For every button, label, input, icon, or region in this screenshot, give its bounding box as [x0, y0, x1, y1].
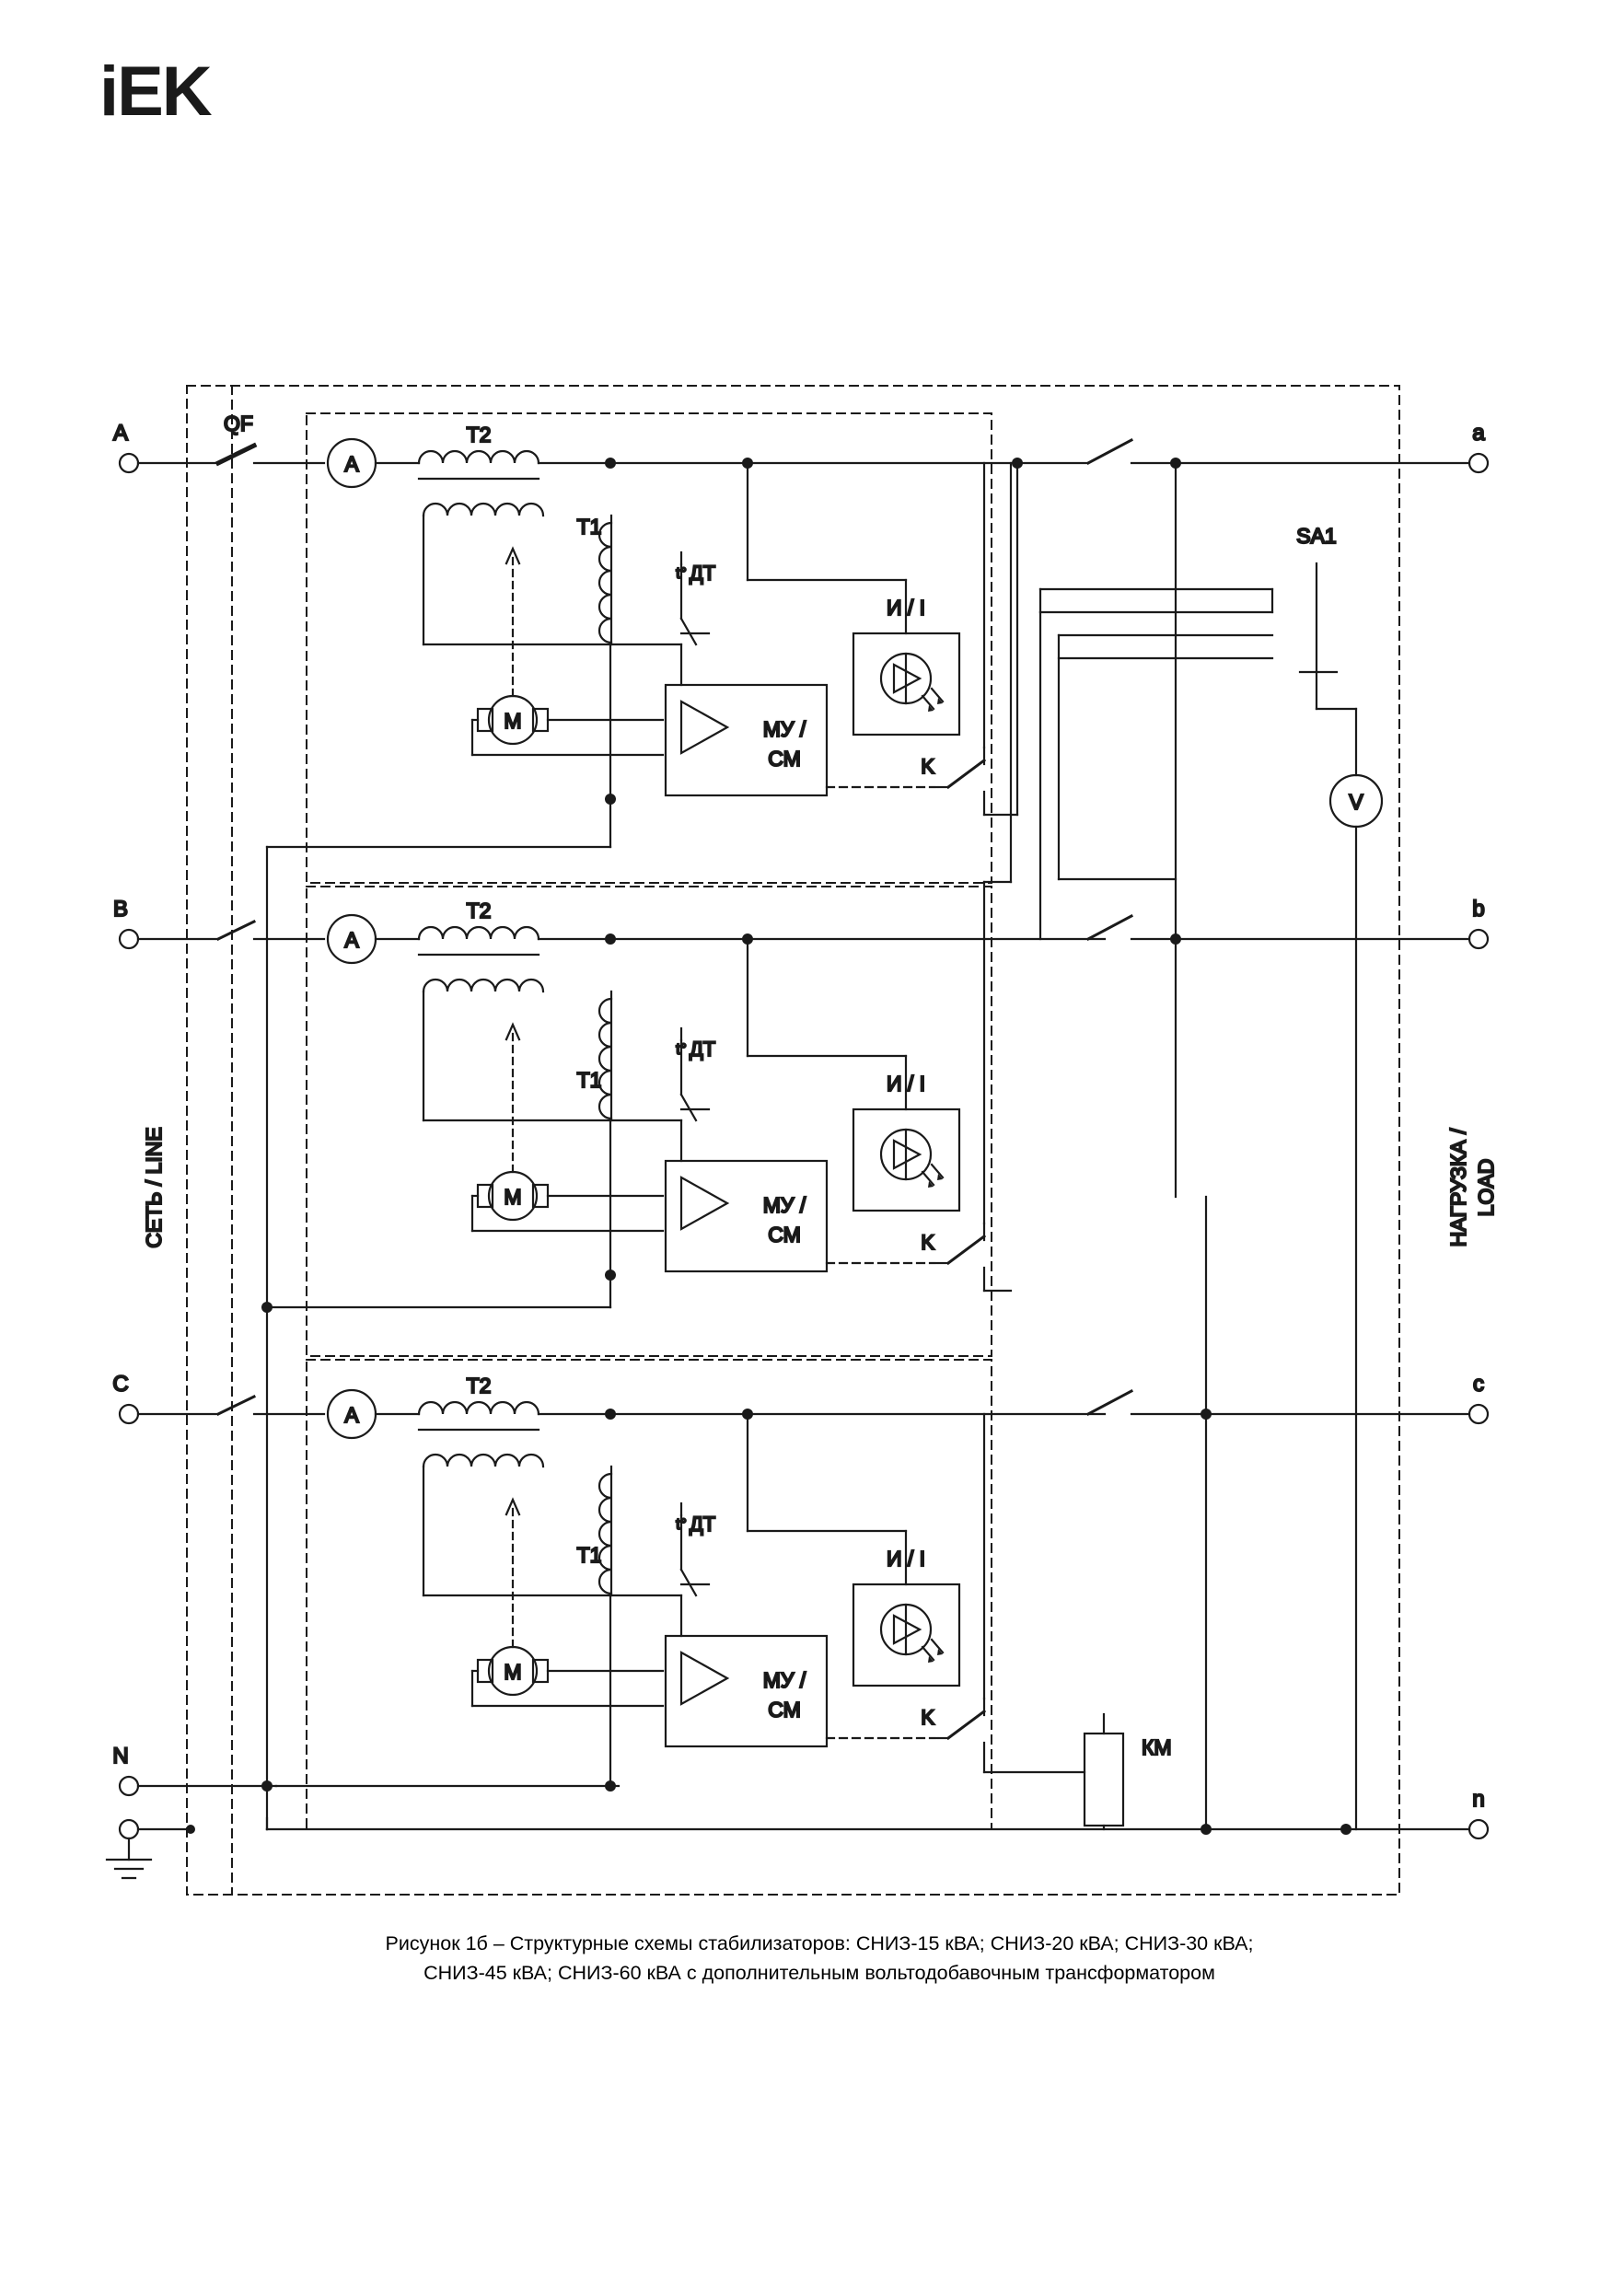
output-switch-a	[1088, 440, 1131, 463]
phase-b-T2-label: T2	[466, 899, 492, 922]
phase-a-amp-triangle	[681, 702, 727, 753]
line-side-label: СЕТЬ / LINE	[142, 1127, 166, 1248]
phase-b-mu-label-1: МУ /	[762, 1193, 806, 1217]
terminal-A	[120, 454, 138, 472]
terminal-c	[1469, 1405, 1488, 1423]
contactor-KM	[1085, 1714, 1172, 1829]
svg-text:M: M	[504, 1660, 522, 1684]
phase-b-relay-K	[921, 1223, 984, 1263]
voltmeter	[1317, 709, 1382, 1829]
contactor-KM-label: КМ	[1142, 1735, 1172, 1759]
phase-c-indicator-label: И / I	[886, 1547, 926, 1571]
svg-text:t°: t°	[676, 564, 687, 582]
load-side-label-1: НАГРУЗКА /	[1446, 1128, 1470, 1247]
phase-a-DT-label: ДТ	[689, 562, 716, 585]
terminal-N-label: N	[112, 1744, 129, 1768]
svg-text:M: M	[504, 709, 522, 733]
phase-c-T2-label: T2	[466, 1374, 492, 1397]
phase-c-motor	[472, 1647, 663, 1706]
output-switch-c	[1088, 1391, 1131, 1414]
terminal-B-label: B	[112, 897, 129, 922]
phase-c-mu-label-1: МУ /	[762, 1668, 806, 1692]
terminal-b-label: b	[1472, 897, 1485, 922]
phase-b-ammeter-label: A	[344, 928, 359, 952]
terminal-n-label: n	[1472, 1787, 1485, 1812]
phase-b-DT-label: ДТ	[689, 1038, 716, 1061]
phase-b-T2-winding	[419, 927, 539, 955]
breaker-QF-pole-c	[218, 1397, 254, 1414]
phase-c-ammeter-label: A	[344, 1403, 359, 1427]
phase-b-relay-K-label: K	[921, 1231, 934, 1254]
svg-text:t°: t°	[676, 1515, 687, 1533]
terminal-n	[1469, 1820, 1488, 1838]
phase-c-amp-triangle	[681, 1652, 727, 1704]
breaker-QF-label: QF	[224, 412, 253, 435]
terminal-C-label: C	[112, 1372, 129, 1397]
phase-b-T1-label: T1	[576, 1068, 602, 1092]
figure-caption	[166, 1929, 1473, 1988]
phase-b-amp-triangle	[681, 1177, 727, 1229]
phase-c-relay-K-label: K	[921, 1706, 934, 1729]
phase-a-mu-label-1: МУ /	[762, 717, 806, 741]
caption-line-1: Рисунок 1б – Структурные схемы стабилизаторов: СНИЗ-15 кВА; СНИЗ-20 кВА; СНИЗ-30 кВА;	[385, 1932, 1254, 1954]
phase-b-group	[261, 463, 1105, 1313]
selector-SA1-label: SA1	[1296, 524, 1337, 548]
phase-b-motor	[472, 1172, 663, 1231]
phase-a-mu-label-2: СМ	[768, 747, 801, 771]
terminal-a-label: a	[1472, 421, 1485, 446]
selector-SA1	[1040, 524, 1337, 939]
phase-a-group	[261, 423, 1023, 1792]
phase-c-T1-label: T1	[576, 1543, 602, 1567]
phase-a-ammeter-label: A	[344, 452, 359, 476]
phase-c-relay-K	[921, 1699, 984, 1738]
phase-a-T2-label: T2	[466, 423, 492, 446]
caption-line-2: СНИЗ-45 кВА; СНИЗ-60 кВА с дополнительным вольтодобавочным трансформатором	[423, 1962, 1215, 1984]
phase-a-relay-K-label: K	[921, 755, 934, 778]
terminal-A-label: A	[112, 421, 129, 446]
breaker-QF-pole-b	[218, 922, 254, 939]
logo-text: iEK	[99, 52, 211, 131]
voltmeter-label: V	[1349, 790, 1363, 814]
ground-symbol	[107, 1860, 151, 1878]
terminal-c-label: c	[1473, 1372, 1484, 1397]
terminal-PE	[120, 1820, 138, 1838]
breaker-QF	[218, 412, 254, 463]
phase-a-block	[307, 413, 992, 883]
phase-c-T1-winding	[423, 1455, 611, 1595]
phase-a-motor	[472, 696, 663, 755]
phase-c-DT-label: ДТ	[689, 1513, 716, 1536]
terminal-C	[120, 1405, 138, 1423]
terminal-a	[1469, 454, 1488, 472]
svg-text:M: M	[504, 1185, 522, 1209]
phase-b-T1-winding	[423, 980, 611, 1120]
phase-b-indicator-label: И / I	[886, 1072, 926, 1096]
svg-text:t°: t°	[676, 1040, 687, 1058]
phase-c-T2-winding	[419, 1402, 539, 1430]
phase-a-relay-K	[921, 748, 984, 787]
load-side-label-2: LOAD	[1474, 1158, 1498, 1217]
terminal-b	[1469, 930, 1488, 948]
terminal-N	[120, 1777, 138, 1795]
phase-c-group	[328, 1374, 1105, 1792]
phase-a-indicator-label: И / I	[886, 596, 926, 620]
phase-b-mu-label-2: СМ	[768, 1223, 801, 1247]
terminal-B	[120, 930, 138, 948]
output-switch-b	[1088, 916, 1131, 939]
phase-c-mu-label-2: СМ	[768, 1698, 801, 1722]
phase-a-T2-winding	[419, 451, 539, 479]
phase-a-T1-label: T1	[576, 515, 602, 539]
